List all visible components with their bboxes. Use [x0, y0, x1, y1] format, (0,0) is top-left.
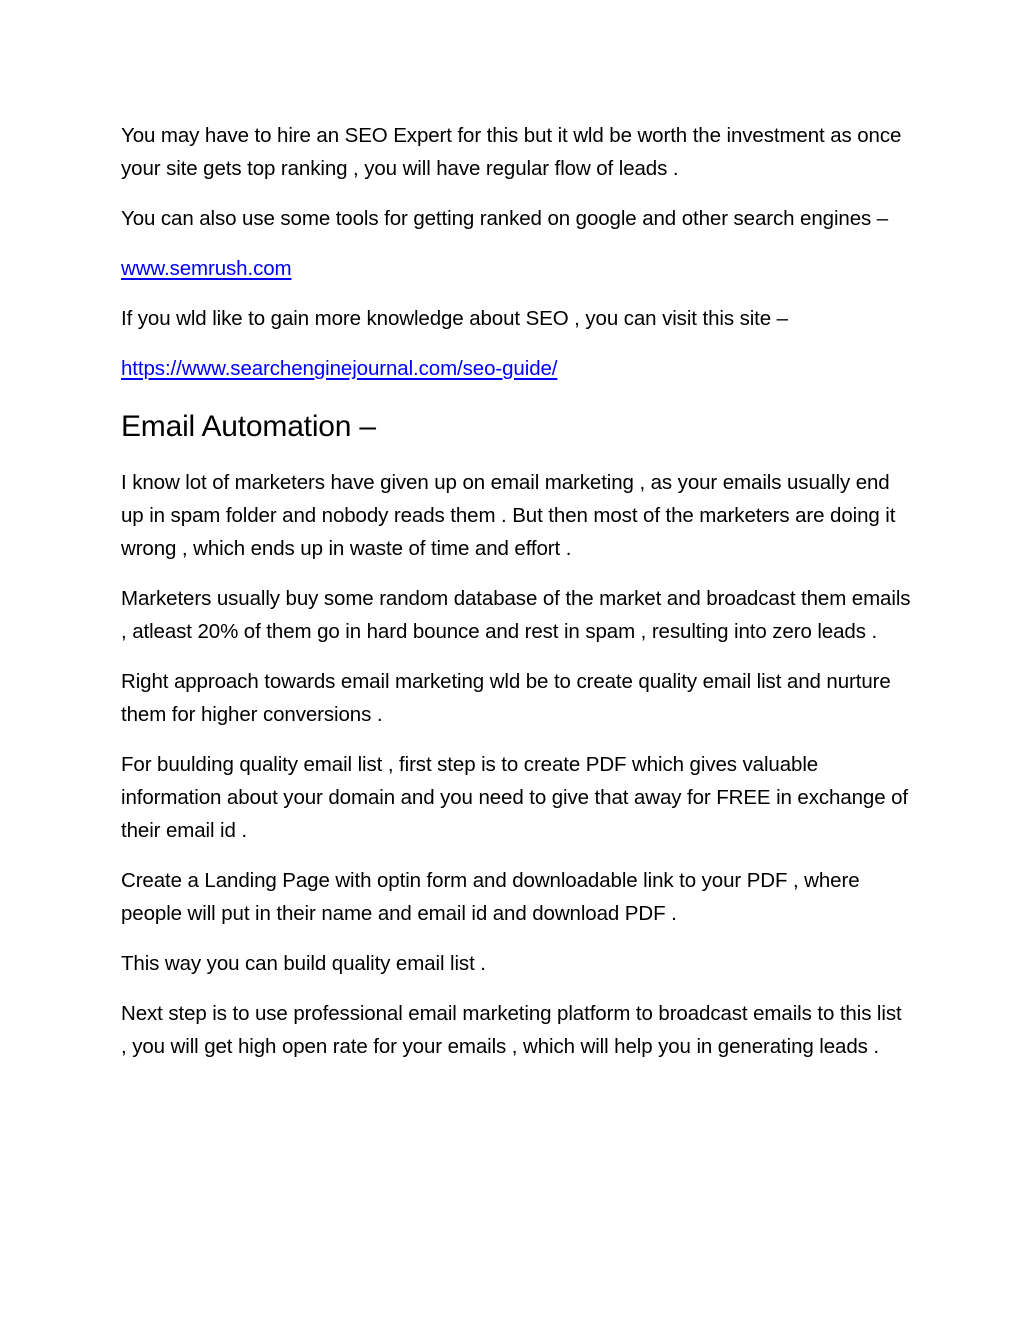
paragraph-right-approach: Right approach towards email marketing wld be to create quality email list and nurture them for higher conversions .	[121, 670, 891, 726]
paragraph-seo-knowledge: If you wld like to gain more knowledge about SEO , you can visit this site –	[121, 307, 788, 330]
paragraph-semrush-link	[121, 252, 911, 285]
paragraph-building-list: For buulding quality email list , first step is to create PDF which gives valuable information about your domain and you need to give that away for FREE in exchange of their email id .	[121, 753, 909, 842]
paragraph-next-step: Next step is to use professional email marketing platform to broadcast emails to this list , you will get high open rate for your emails , which will help you in generating leads .	[121, 1002, 902, 1058]
paragraph-email-given-up: I know lot of marketers have given up on email marketing , as your emails usually end up in spam folder and nobody reads them . But then most of the marketers are doing it wrong , which ends up in waste of time and effort .	[121, 471, 896, 560]
page-content	[121, 119, 911, 1080]
paragraph-sej-link	[121, 352, 911, 385]
paragraph-build-list: This way you can build quality email list .	[121, 952, 486, 975]
semrush-link[interactable]: www.semrush.com	[121, 257, 292, 280]
paragraph-landing-page: Create a Landing Page with optin form and downloadable link to your PDF , where people will put in their name and email id and download PDF .	[121, 869, 860, 925]
paragraph-seo-expert: You may have to hire an SEO Expert for this but it wld be worth the investment as once your site gets top ranking , you will have regular flow of leads .	[121, 124, 902, 180]
paragraph-random-database: Marketers usually buy some random database of the market and broadcast them emails , atleast 20% of them go in hard bounce and rest in spam , resulting into zero leads .	[121, 587, 911, 643]
section-heading: Email Automation –	[121, 410, 376, 443]
seo-guide-link[interactable]: https://www.searchenginejournal.com/seo-guide/	[121, 357, 558, 380]
paragraph-seo-tools: You can also use some tools for getting ranked on google and other search engines –	[121, 207, 889, 230]
